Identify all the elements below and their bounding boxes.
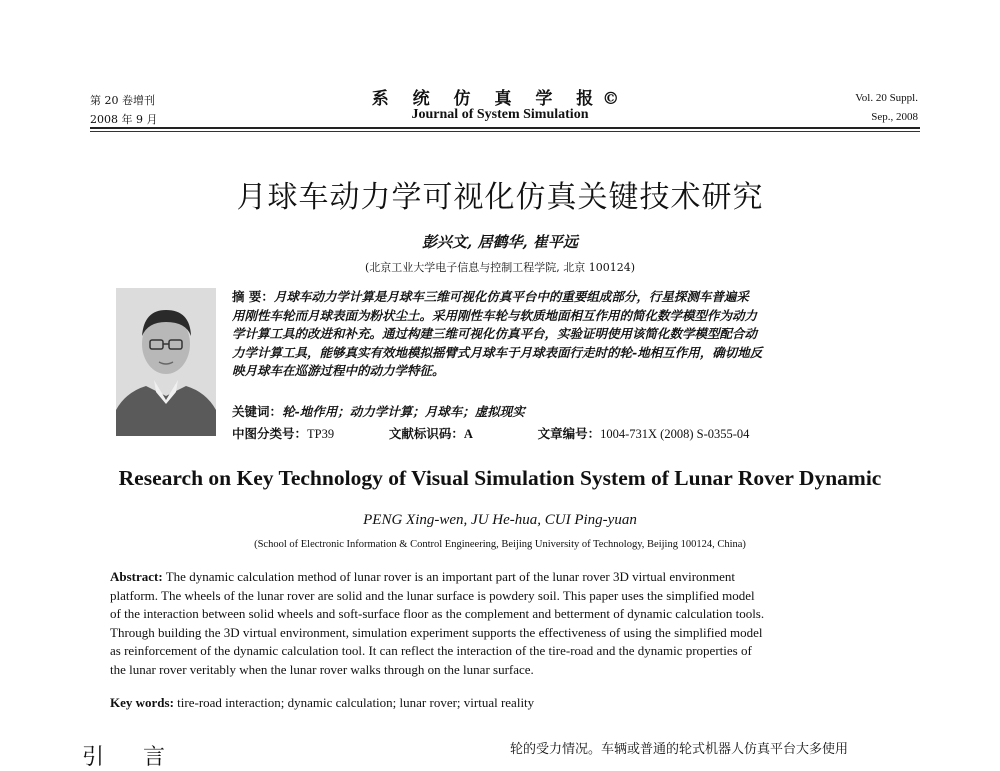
affiliation-en: (School of Electronic Information & Control Engineering, Beijing University of Technology, Beijing 100124, China)	[254, 539, 746, 550]
authors-cn: 彭兴文, 居鹤华, 崔平远	[422, 233, 578, 251]
keywords-en-label: Key words:	[110, 695, 174, 710]
clc-label: 中图分类号：	[232, 426, 308, 441]
keywords-cn-label: 关键词：	[232, 404, 283, 419]
volume-cn: 第 20 卷增刊	[90, 94, 155, 107]
keywords-cn-text: 轮-地作用；动力学计算；月球车；虚拟现实	[282, 404, 525, 419]
author-portrait-icon	[116, 288, 216, 436]
classification-line	[232, 424, 912, 442]
abstract-en-line: of the interaction between solid wheels and soft-surface floor as the complement and betterment of dynamic calculation tools.	[110, 606, 765, 621]
abstract-en-line: the lunar rover veritably when the lunar rover walks through on the lunar surface.	[110, 661, 534, 677]
abstract-en	[110, 568, 900, 679]
paper-title-cn: 月球车动力学可视化仿真关键技术研究	[236, 180, 764, 215]
abstract-cn-line: 学计算工具的改进和补充。通过构建三维可视化仿真平台，实验证明使用该简化数学模型配合动	[232, 326, 758, 342]
article-no-label: 文章编号：	[537, 426, 601, 441]
journal-title-cn: 系 统 仿 真 学 报©	[371, 89, 629, 109]
intro-heading: 引 言	[82, 745, 181, 770]
abstract-en-line: as reinforcement of the dynamic calculation tool. It can reflect the interaction of the tire-road and the dynamic properties of	[110, 643, 752, 658]
abstract-cn-line: 力学计算工具，能够真实有效地模拟摇臂式月球车于月球表面行走时的轮-地相互作用，确切地反	[232, 344, 763, 360]
right-column-text: 轮的受力情况。车辆或普通的轮式机器人仿真平台大多使用	[510, 742, 849, 757]
abstract-cn-line: 映月球车在巡游过程中的动力学特征。	[232, 363, 445, 379]
abstract-en-line: Through building the 3D virtual environment, simulation experiment supports the effectiveness of using the simplified model	[110, 624, 763, 640]
clc-value: TP39	[307, 427, 335, 441]
authors-en: PENG Xing-wen, JU He-hua, CUI Ping-yuan	[363, 512, 637, 528]
header-rule-thin	[90, 131, 920, 132]
date-en: Sep., 2008	[871, 111, 918, 123]
abstract-cn-line: 摘 要：月球车动力学计算是月球车三维可视化仿真平台中的重要组成部分，行星探测车普遍采	[232, 289, 749, 304]
author-photo	[116, 288, 216, 436]
header-rule-thick	[90, 127, 920, 129]
volume-en: Vol. 20 Suppl.	[855, 92, 918, 104]
abstract-cn-line: 用刚性车轮而月球表面为粉状尘土。采用刚性车轮与软质地面相互作用的简化数学模型作为动力	[232, 307, 758, 323]
abstract-en-line: platform. The wheels of the lunar rover are solid and the lunar surface is powdery soil. This paper uses the simplified model	[110, 587, 755, 603]
doc-code-value: A	[463, 427, 473, 441]
keywords-en	[110, 695, 900, 711]
article-no-value: 1004-731X (2008) S-0355-04	[600, 427, 750, 441]
abstract-en-line: Abstract: The dynamic calculation method of lunar rover is an important part of the lunar rover 3D virtual environment	[110, 569, 736, 584]
doc-code-label: 文献标识码：	[388, 426, 464, 441]
abstract-en-label: Abstract:	[110, 569, 163, 584]
abstract-cn	[232, 288, 912, 381]
keywords-cn	[232, 402, 912, 420]
paper-title-en: Research on Key Technology of Visual Simulation System of Lunar Rover Dynamic	[118, 466, 882, 490]
journal-title-en: Journal of System Simulation	[411, 107, 589, 122]
keywords-en-text: tire-road interaction; dynamic calculation; lunar rover; virtual reality	[177, 695, 535, 710]
date-cn: 2008 年 9 月	[90, 113, 158, 126]
abstract-cn-label: 摘 要：	[232, 289, 274, 304]
affiliation-cn: (北京工业大学电子信息与控制工程学院, 北京 100124)	[364, 261, 636, 274]
